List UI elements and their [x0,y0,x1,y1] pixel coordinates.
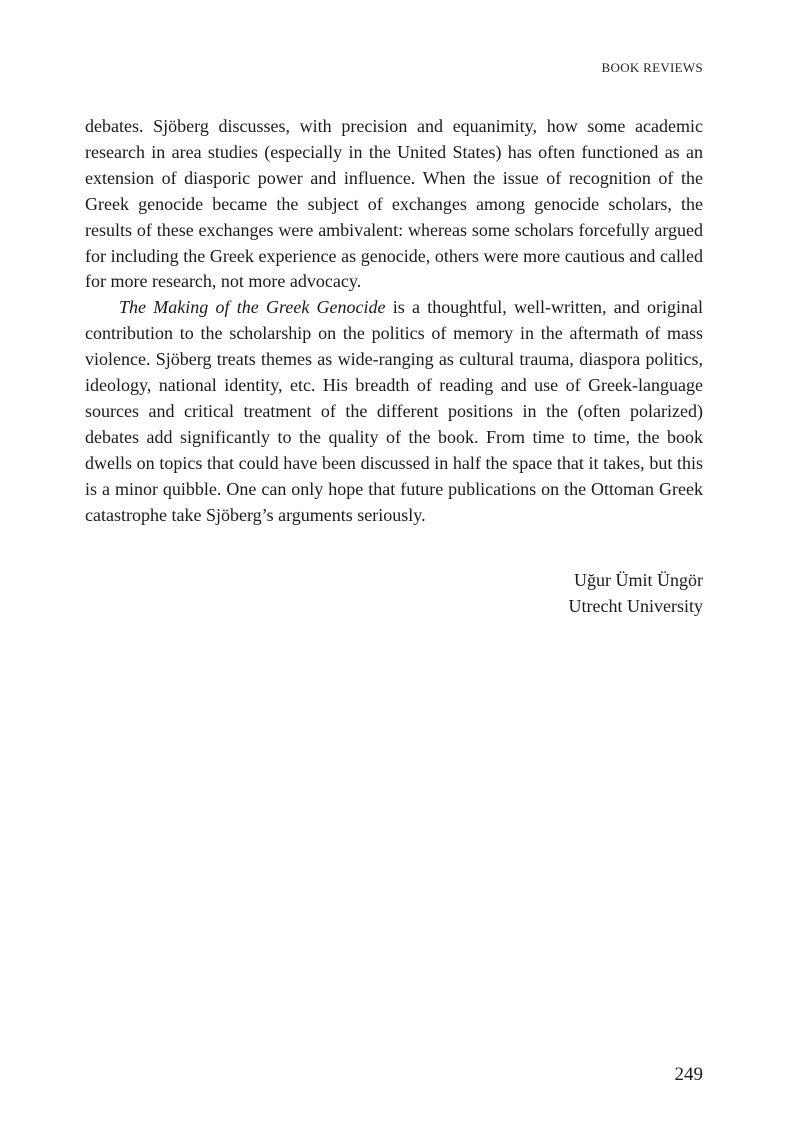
running-head: BOOK REVIEWS [601,60,703,75]
page-number: 249 [674,1064,703,1085]
book-title: The Making of the Greek Genocide [119,297,386,318]
paragraph-2 [85,295,703,528]
paragraph-2-text: is a thoughtful, well-written, and original contribution to the scholarship on the politics of memory in the aftermath of mass violence. Sjöberg treats themes as wide-ranging as cultural trauma, diaspora politics, ideology, national identity, etc. His breadth of reading and use of Greek-language sources and critical treatment of the different positions in the (often polarized) debates add significantly to the quality of the book. From time to time, the book dwells on topics that could have been discussed in half the space that it takes, but this is a minor quibble. One can only hope that future publications on the Ottoman Greek catastrophe take Sjöberg’s arguments seriously. [85,297,704,525]
reviewer-affiliation: Utrecht University [568,596,703,616]
reviewer-name: Uğur Ümit Üngör [574,570,703,590]
paragraph-1: debates. Sjöberg discusses, with precision and equanimity, how some academic research in area studies (especially in the United States) has often functioned as an extension of diasporic power and influence. When the issue of recognition of the Greek genocide became the subject of exchanges among genocide scholars, the results of these exchanges were ambivalent: whereas some scholars forcefully argued for including the Greek experience as genocide, others were more cautious and called for more research, not more advocacy. [85,116,703,292]
reviewer-signature [569,567,703,619]
review-body [85,114,703,529]
